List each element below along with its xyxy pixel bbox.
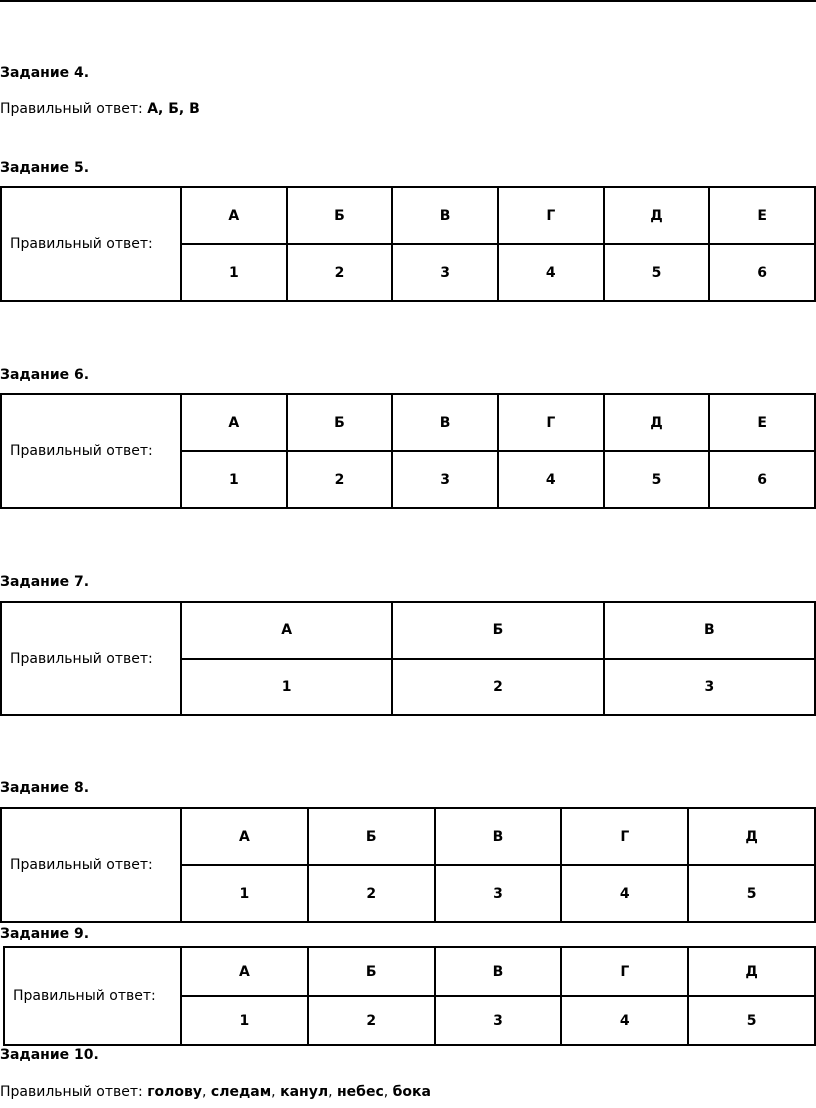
letters-row [4, 947, 815, 996]
number-cell: 4 [498, 244, 604, 301]
letter-cell: Г [561, 947, 688, 996]
letter-cell: Б [308, 808, 435, 865]
task-7-heading: Задание 7. [0, 574, 90, 590]
letter-cell: Г [561, 808, 688, 865]
number-cell: 3 [392, 451, 498, 508]
letter-cell: Б [392, 602, 603, 659]
number-cell: 4 [561, 865, 688, 922]
number-cell: 1 [181, 451, 287, 508]
letter-cell: Е [709, 187, 815, 244]
number-cell: 1 [181, 244, 287, 301]
number-cell: 6 [709, 451, 815, 508]
letter-cell: Д [604, 187, 710, 244]
top-rule [0, 0, 816, 2]
number-cell: 5 [688, 996, 815, 1045]
letter-cell: Е [709, 394, 815, 451]
letter-cell: В [435, 947, 562, 996]
task-8-table [0, 807, 816, 923]
task-10-heading: Задание 10. [0, 1047, 99, 1063]
number-cell: 3 [435, 865, 562, 922]
task-7-table [0, 601, 816, 716]
answer-word: канул [280, 1084, 329, 1100]
answer-value: А, Б, В [147, 101, 200, 117]
task-6-heading: Задание 6. [0, 367, 90, 383]
number-cell: 5 [688, 865, 815, 922]
letter-cell: А [181, 947, 308, 996]
number-cell: 1 [181, 996, 308, 1045]
letter-cell: Д [604, 394, 710, 451]
letter-cell: Б [287, 187, 393, 244]
number-cell: 2 [308, 996, 435, 1045]
letter-cell: Д [688, 808, 815, 865]
number-cell: 4 [561, 996, 688, 1045]
number-cell: 2 [287, 451, 393, 508]
answer-label: Правильный ответ: [4, 947, 181, 1045]
number-cell: 3 [392, 244, 498, 301]
letter-cell: Б [287, 394, 393, 451]
task-5-heading: Задание 5. [0, 160, 90, 176]
answer-word: бока [392, 1084, 431, 1100]
number-cell: 1 [181, 659, 392, 716]
letter-cell: А [181, 602, 392, 659]
letters-row [1, 602, 815, 659]
task-9-table [3, 946, 816, 1046]
letter-cell: В [604, 602, 815, 659]
task-4-answer [0, 101, 200, 117]
number-cell: 4 [498, 451, 604, 508]
answer-word: следам [210, 1084, 272, 1100]
number-cell: 5 [604, 244, 710, 301]
answer-label: Правильный ответ: [1, 602, 181, 715]
answer-label: Правильный ответ: [1, 394, 181, 508]
letter-cell: А [181, 187, 287, 244]
task-6-table [0, 393, 816, 509]
task-5-table [0, 186, 816, 302]
answer-word: небес [337, 1084, 384, 1100]
letter-cell: Б [308, 947, 435, 996]
letter-cell: В [392, 187, 498, 244]
task-8-heading: Задание 8. [0, 780, 90, 796]
task-10-answer: Правильный ответ: голову, следам, канул, небес, бока [0, 1084, 431, 1100]
number-cell: 3 [435, 996, 562, 1045]
number-cell: 5 [604, 451, 710, 508]
number-cell: 3 [604, 659, 815, 716]
letter-cell: Д [688, 947, 815, 996]
task-9-heading: Задание 9. [0, 926, 90, 942]
answer-label: Правильный ответ: [1, 808, 181, 922]
task-4-heading: Задание 4. [0, 65, 90, 81]
letters-row [1, 187, 815, 244]
number-cell: 2 [287, 244, 393, 301]
letters-row [1, 394, 815, 451]
letter-cell: В [392, 394, 498, 451]
answer-word: голову [147, 1084, 203, 1100]
answer-prefix: Правильный ответ: [0, 1084, 143, 1100]
number-cell: 2 [308, 865, 435, 922]
number-cell: 1 [181, 865, 308, 922]
number-cell: 2 [392, 659, 603, 716]
answer-prefix: Правильный ответ: [0, 101, 143, 117]
answer-label: Правильный ответ: [1, 187, 181, 301]
letter-cell: В [435, 808, 562, 865]
letter-cell: Г [498, 187, 604, 244]
letter-cell: А [181, 808, 308, 865]
number-cell: 6 [709, 244, 815, 301]
letter-cell: А [181, 394, 287, 451]
letter-cell: Г [498, 394, 604, 451]
letters-row [1, 808, 815, 865]
